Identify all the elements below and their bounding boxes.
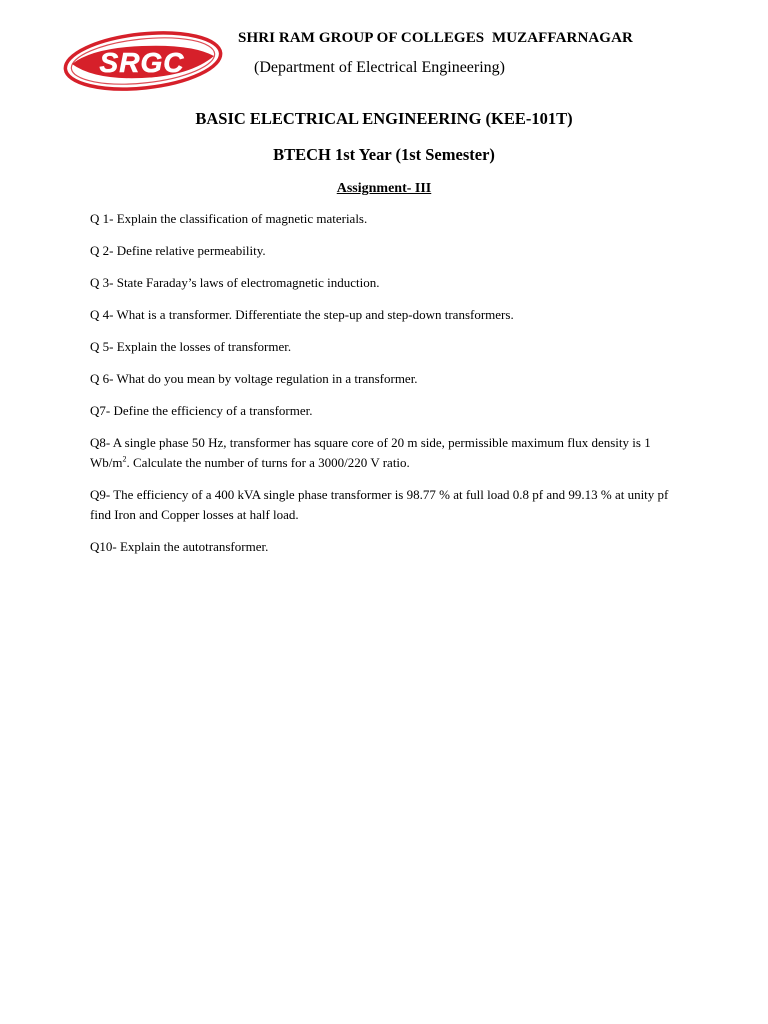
srgc-logo bbox=[62, 30, 224, 92]
logo-lettering: SRGC bbox=[99, 47, 185, 78]
question-8-superscript: 2 bbox=[122, 454, 127, 464]
assignment-title: Assignment- III bbox=[336, 181, 432, 196]
course-title: BASIC ELECTRICAL ENGINEERING (KEE-101T) bbox=[195, 109, 573, 128]
question-7: Q7- Define the efficiency of a transformer. bbox=[90, 403, 313, 418]
question-8 bbox=[90, 433, 690, 473]
question-list bbox=[90, 209, 690, 569]
question-4: Q 4- What is a transformer. Differentiate the step-up and step-down transformers. bbox=[90, 307, 514, 322]
srgc-logo-graphic bbox=[62, 30, 224, 92]
question-9: Q9- The efficiency of a 400 kVA single phase transformer is 98.77 % at full load 0.8 pf and 99.13 % at unity pf find Iron and Copper losses at half load. bbox=[90, 487, 669, 522]
question-10: Q10- Explain the autotransformer. bbox=[90, 539, 269, 554]
question-8-text-end: . Calculate the number of turns for a 3000/220 V ratio. bbox=[126, 455, 410, 470]
question-5: Q 5- Explain the losses of transformer. bbox=[90, 339, 292, 354]
question-1: Q 1- Explain the classification of magnetic materials. bbox=[90, 211, 368, 226]
department-name: (Department of Electrical Engineering) bbox=[254, 59, 505, 76]
question-8-text-start: Q8- A single phase 50 Hz, transformer has square core of 20 m side, permissible maximum flux density is 1 Wb/m bbox=[90, 435, 651, 470]
year-semester-title: BTECH 1st Year (1st Semester) bbox=[273, 145, 495, 164]
question-3: Q 3- State Faraday’s laws of electromagnetic induction. bbox=[90, 275, 380, 290]
question-6: Q 6- What do you mean by voltage regulation in a transformer. bbox=[90, 371, 418, 386]
college-name: SHRI RAM GROUP OF COLLEGES MUZAFFARNAGAR bbox=[238, 30, 633, 46]
question-2: Q 2- Define relative permeability. bbox=[90, 243, 266, 258]
